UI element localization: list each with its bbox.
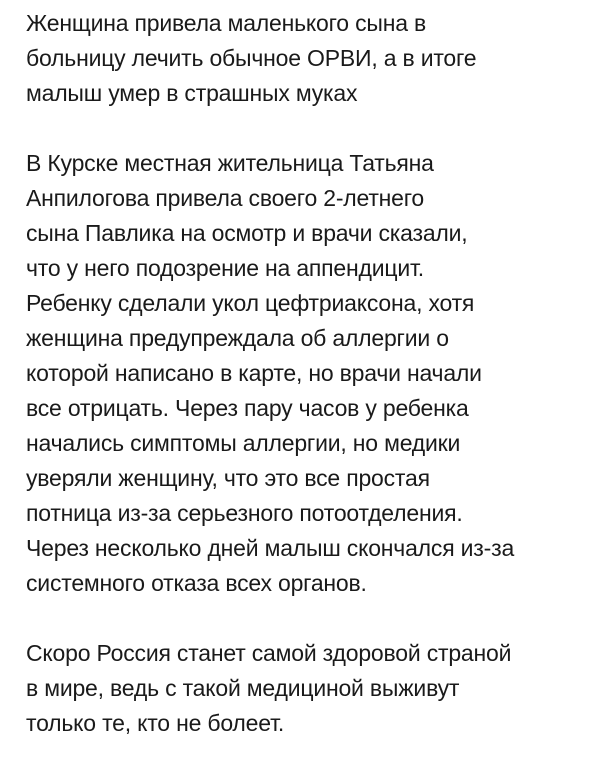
story-line: потница из-за серьезного потоотделения. xyxy=(26,500,463,526)
story-line: системного отказа всех органов. xyxy=(26,570,367,596)
story-line: Через несколько дней малыш скончался из-за xyxy=(26,535,515,561)
story-paragraph xyxy=(26,146,586,601)
closing-line: в мире, ведь с такой медициной выживут xyxy=(26,675,460,701)
headline-paragraph xyxy=(26,6,586,111)
closing-line: Скоро Россия станет самой здоровой страной xyxy=(26,640,512,666)
story-line: начались симптомы аллергии, но медики xyxy=(26,430,461,456)
story-line: женщина предупреждала об аллергии о xyxy=(26,325,449,351)
story-line: Ребенку сделали укол цефтриаксона, хотя xyxy=(26,290,475,316)
headline-line: Женщина привела маленького сына в xyxy=(26,10,426,36)
story-line: сына Павлика на осмотр и врачи сказали, xyxy=(26,220,468,246)
paragraph-spacer xyxy=(26,601,586,636)
story-line: которой написано в карте, но врачи начали xyxy=(26,360,482,386)
headline-line: больницу лечить обычное ОРВИ, а в итоге xyxy=(26,45,477,71)
story-line: все отрицать. Через пару часов у ребенка xyxy=(26,395,469,421)
story-line: Анпилогова привела своего 2-летнего xyxy=(26,185,425,211)
closing-line: только те, кто не болеет. xyxy=(26,710,285,736)
closing-paragraph xyxy=(26,636,586,741)
paragraph-spacer xyxy=(26,111,586,146)
story-line: что у него подозрение на аппендицит. xyxy=(26,255,424,281)
headline-line: малыш умер в страшных муках xyxy=(26,80,358,106)
story-line: уверяли женщину, что это все простая xyxy=(26,465,430,491)
story-line: В Курске местная жительница Татьяна xyxy=(26,150,434,176)
post-text xyxy=(26,6,586,741)
